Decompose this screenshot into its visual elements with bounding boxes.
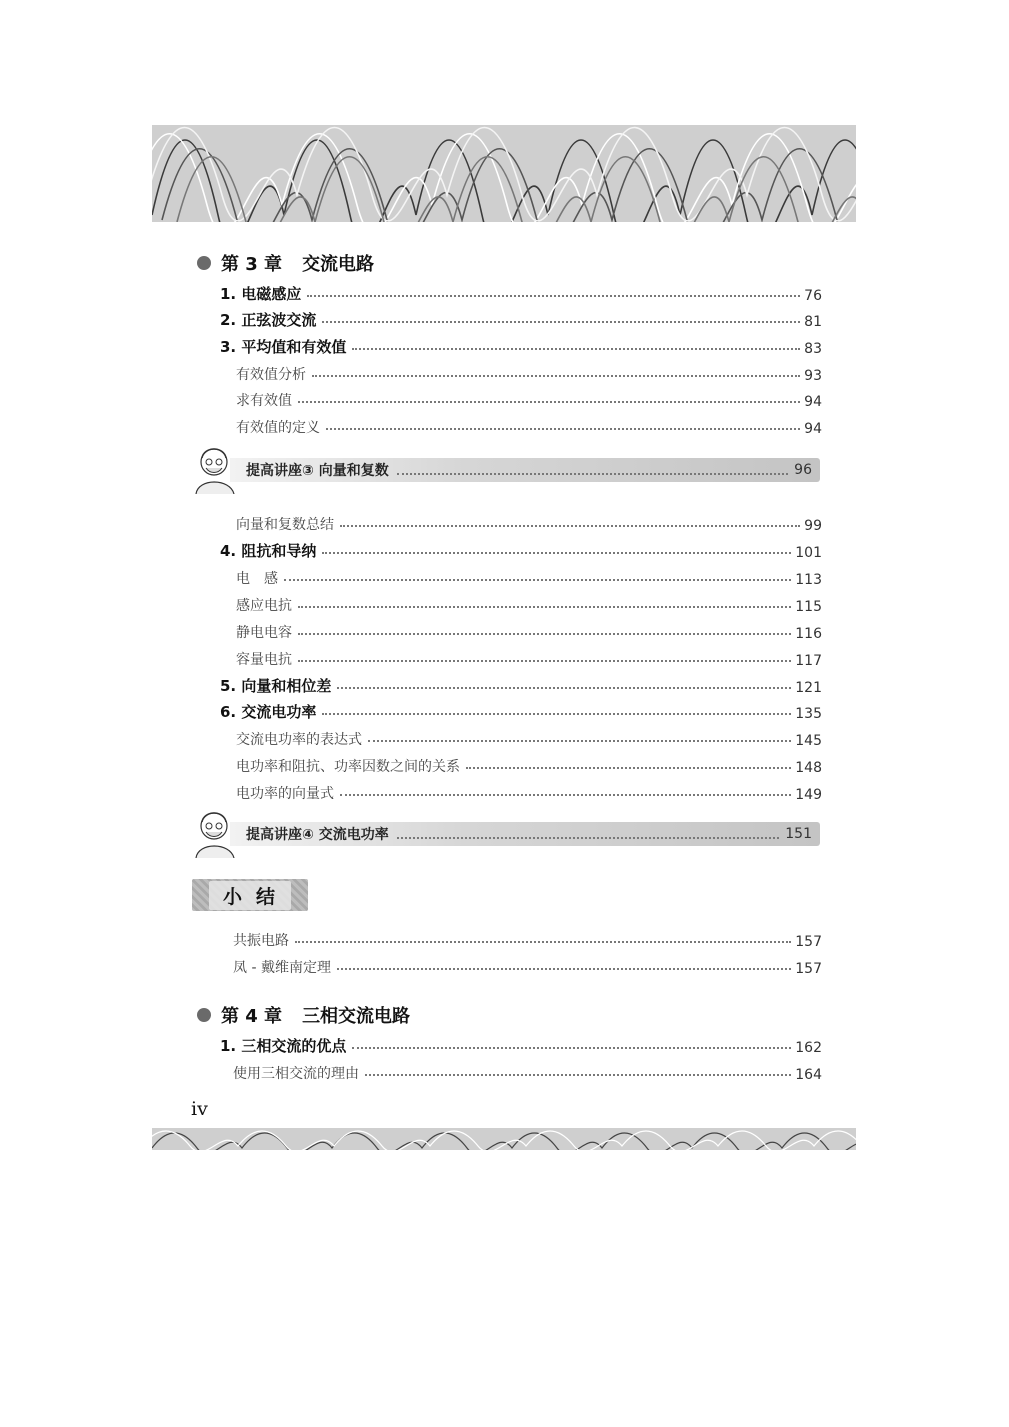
footer-wave-banner: [152, 1128, 856, 1150]
toc-page-number: 151: [785, 826, 812, 842]
leader-dots: [322, 713, 791, 715]
toc-page-number: 113: [795, 572, 822, 588]
chapter-number: 第 3 章: [221, 254, 283, 275]
lecture-4-entry[interactable]: [190, 804, 820, 858]
toc-entry[interactable]: [220, 698, 822, 722]
toc-entry-label: 3. 平均值和有效值: [220, 338, 347, 356]
toc-entry[interactable]: [220, 537, 822, 561]
toc-entry-label: 有效值分析: [236, 367, 306, 383]
toc-entry-label: 凤 - 戴维南定理: [233, 960, 331, 976]
bullet-icon: [197, 1008, 211, 1022]
toc-entry-label: 电 感: [236, 571, 278, 587]
page-number: iv: [191, 1098, 208, 1120]
lecture-3-entry[interactable]: [190, 440, 820, 494]
leader-dots: [337, 968, 791, 970]
leader-dots: [322, 552, 791, 554]
toc-entry-label: 1. 三相交流的优点: [220, 1037, 347, 1055]
toc-entry[interactable]: [236, 725, 822, 749]
toc-entry[interactable]: [220, 333, 822, 357]
toc-entry[interactable]: [233, 926, 822, 950]
lecture-bar: [230, 458, 820, 482]
leader-dots: [307, 295, 800, 297]
leader-dots: [340, 525, 800, 527]
toc-entry-label: 6. 交流电功率: [220, 703, 317, 721]
toc-page-number: 94: [804, 421, 822, 437]
toc-entry[interactable]: [236, 510, 822, 534]
toc-page-number: 162: [795, 1040, 822, 1056]
leader-dots: [298, 401, 800, 403]
chapter-4-heading: [197, 1000, 410, 1030]
toc-entry-label: 感应电抗: [236, 598, 292, 614]
toc-entry[interactable]: [236, 591, 822, 615]
lecture-bar: [230, 822, 820, 846]
leader-dots: [312, 375, 800, 377]
toc-entry-label: 1. 电磁感应: [220, 285, 302, 303]
toc-entry-label: 共振电路: [233, 933, 289, 949]
chapter-number: 第 4 章: [221, 1006, 283, 1027]
lecture-label: 提高讲座④ 交流电功率: [246, 827, 389, 843]
toc-page-number: 157: [795, 934, 822, 950]
leader-dots: [298, 660, 791, 662]
toc-entry-label: 有效值的定义: [236, 420, 320, 436]
leader-dots: [397, 837, 780, 839]
toc-entry-label: 使用三相交流的理由: [233, 1066, 359, 1082]
toc-page-number: 83: [804, 341, 822, 357]
toc-entry[interactable]: [220, 306, 822, 330]
toc-entry-label: 交流电功率的表达式: [236, 732, 362, 748]
summary-title: 小结: [209, 881, 291, 910]
lecture-label: 提高讲座③ 向量和复数: [246, 463, 389, 479]
toc-page-number: 101: [795, 545, 822, 561]
wave-pattern-icon: [152, 125, 856, 222]
toc-entry-label: 5. 向量和相位差: [220, 677, 332, 695]
wave-pattern-icon: [152, 1128, 856, 1150]
toc-entry[interactable]: [236, 645, 822, 669]
toc-page-number: 164: [795, 1067, 822, 1083]
toc-page-number: 145: [795, 733, 822, 749]
toc-entry-label: 4. 阻抗和导纳: [220, 542, 317, 560]
toc-entry[interactable]: [233, 1059, 822, 1083]
toc-page-number: 94: [804, 394, 822, 410]
toc-entry-label: 电功率的向量式: [236, 786, 334, 802]
bullet-icon: [197, 256, 211, 270]
toc-entry-label: 向量和复数总结: [236, 517, 334, 533]
toc-page-number: 99: [804, 518, 822, 534]
toc-entry[interactable]: [236, 779, 822, 803]
toc-page-number: 157: [795, 961, 822, 977]
toc-entry-label: 求有效值: [236, 393, 292, 409]
toc-page-number: 93: [804, 368, 822, 384]
leader-dots: [397, 473, 788, 475]
summary-badge: [192, 879, 308, 911]
toc-page-number: 149: [795, 787, 822, 803]
chapter-3-heading: [197, 248, 374, 278]
toc-entry[interactable]: [220, 280, 822, 304]
leader-dots: [337, 687, 791, 689]
header-wave-banner: [152, 125, 856, 222]
toc-page-number: 81: [804, 314, 822, 330]
leader-dots: [365, 1074, 791, 1076]
toc-page-number: 121: [795, 680, 822, 696]
chapter-title: 交流电路: [302, 254, 375, 275]
leader-dots: [352, 348, 800, 350]
toc-page-number: 96: [794, 462, 812, 478]
leader-dots: [466, 767, 791, 769]
leader-dots: [326, 428, 800, 430]
toc-entry[interactable]: [220, 1032, 822, 1056]
toc-page-number: 116: [795, 626, 822, 642]
toc-page-number: 115: [795, 599, 822, 615]
toc-entry-label: 静电电容: [236, 625, 292, 641]
toc-entry-label: 2. 正弦波交流: [220, 311, 317, 329]
toc-page-number: 148: [795, 760, 822, 776]
leader-dots: [295, 941, 791, 943]
leader-dots: [284, 579, 791, 581]
toc-page-number: 76: [804, 288, 822, 304]
toc-entry-label: 容量电抗: [236, 652, 292, 668]
toc-entry[interactable]: [236, 386, 822, 410]
toc-entry[interactable]: [236, 752, 822, 776]
toc-entry[interactable]: [220, 672, 822, 696]
toc-entry[interactable]: [236, 413, 822, 437]
toc-entry[interactable]: [236, 360, 822, 384]
leader-dots: [340, 794, 791, 796]
toc-entry[interactable]: [233, 953, 822, 977]
toc-page-number: 117: [795, 653, 822, 669]
leader-dots: [298, 633, 791, 635]
toc-entry[interactable]: [236, 618, 822, 642]
leader-dots: [322, 321, 800, 323]
leader-dots: [352, 1047, 791, 1049]
toc-page-number: 135: [795, 706, 822, 722]
toc-entry[interactable]: [236, 564, 822, 588]
leader-dots: [298, 606, 791, 608]
chapter-title: 三相交流电路: [302, 1006, 411, 1027]
toc-entry-label: 电功率和阻抗、功率因数之间的关系: [236, 759, 460, 775]
leader-dots: [368, 740, 791, 742]
